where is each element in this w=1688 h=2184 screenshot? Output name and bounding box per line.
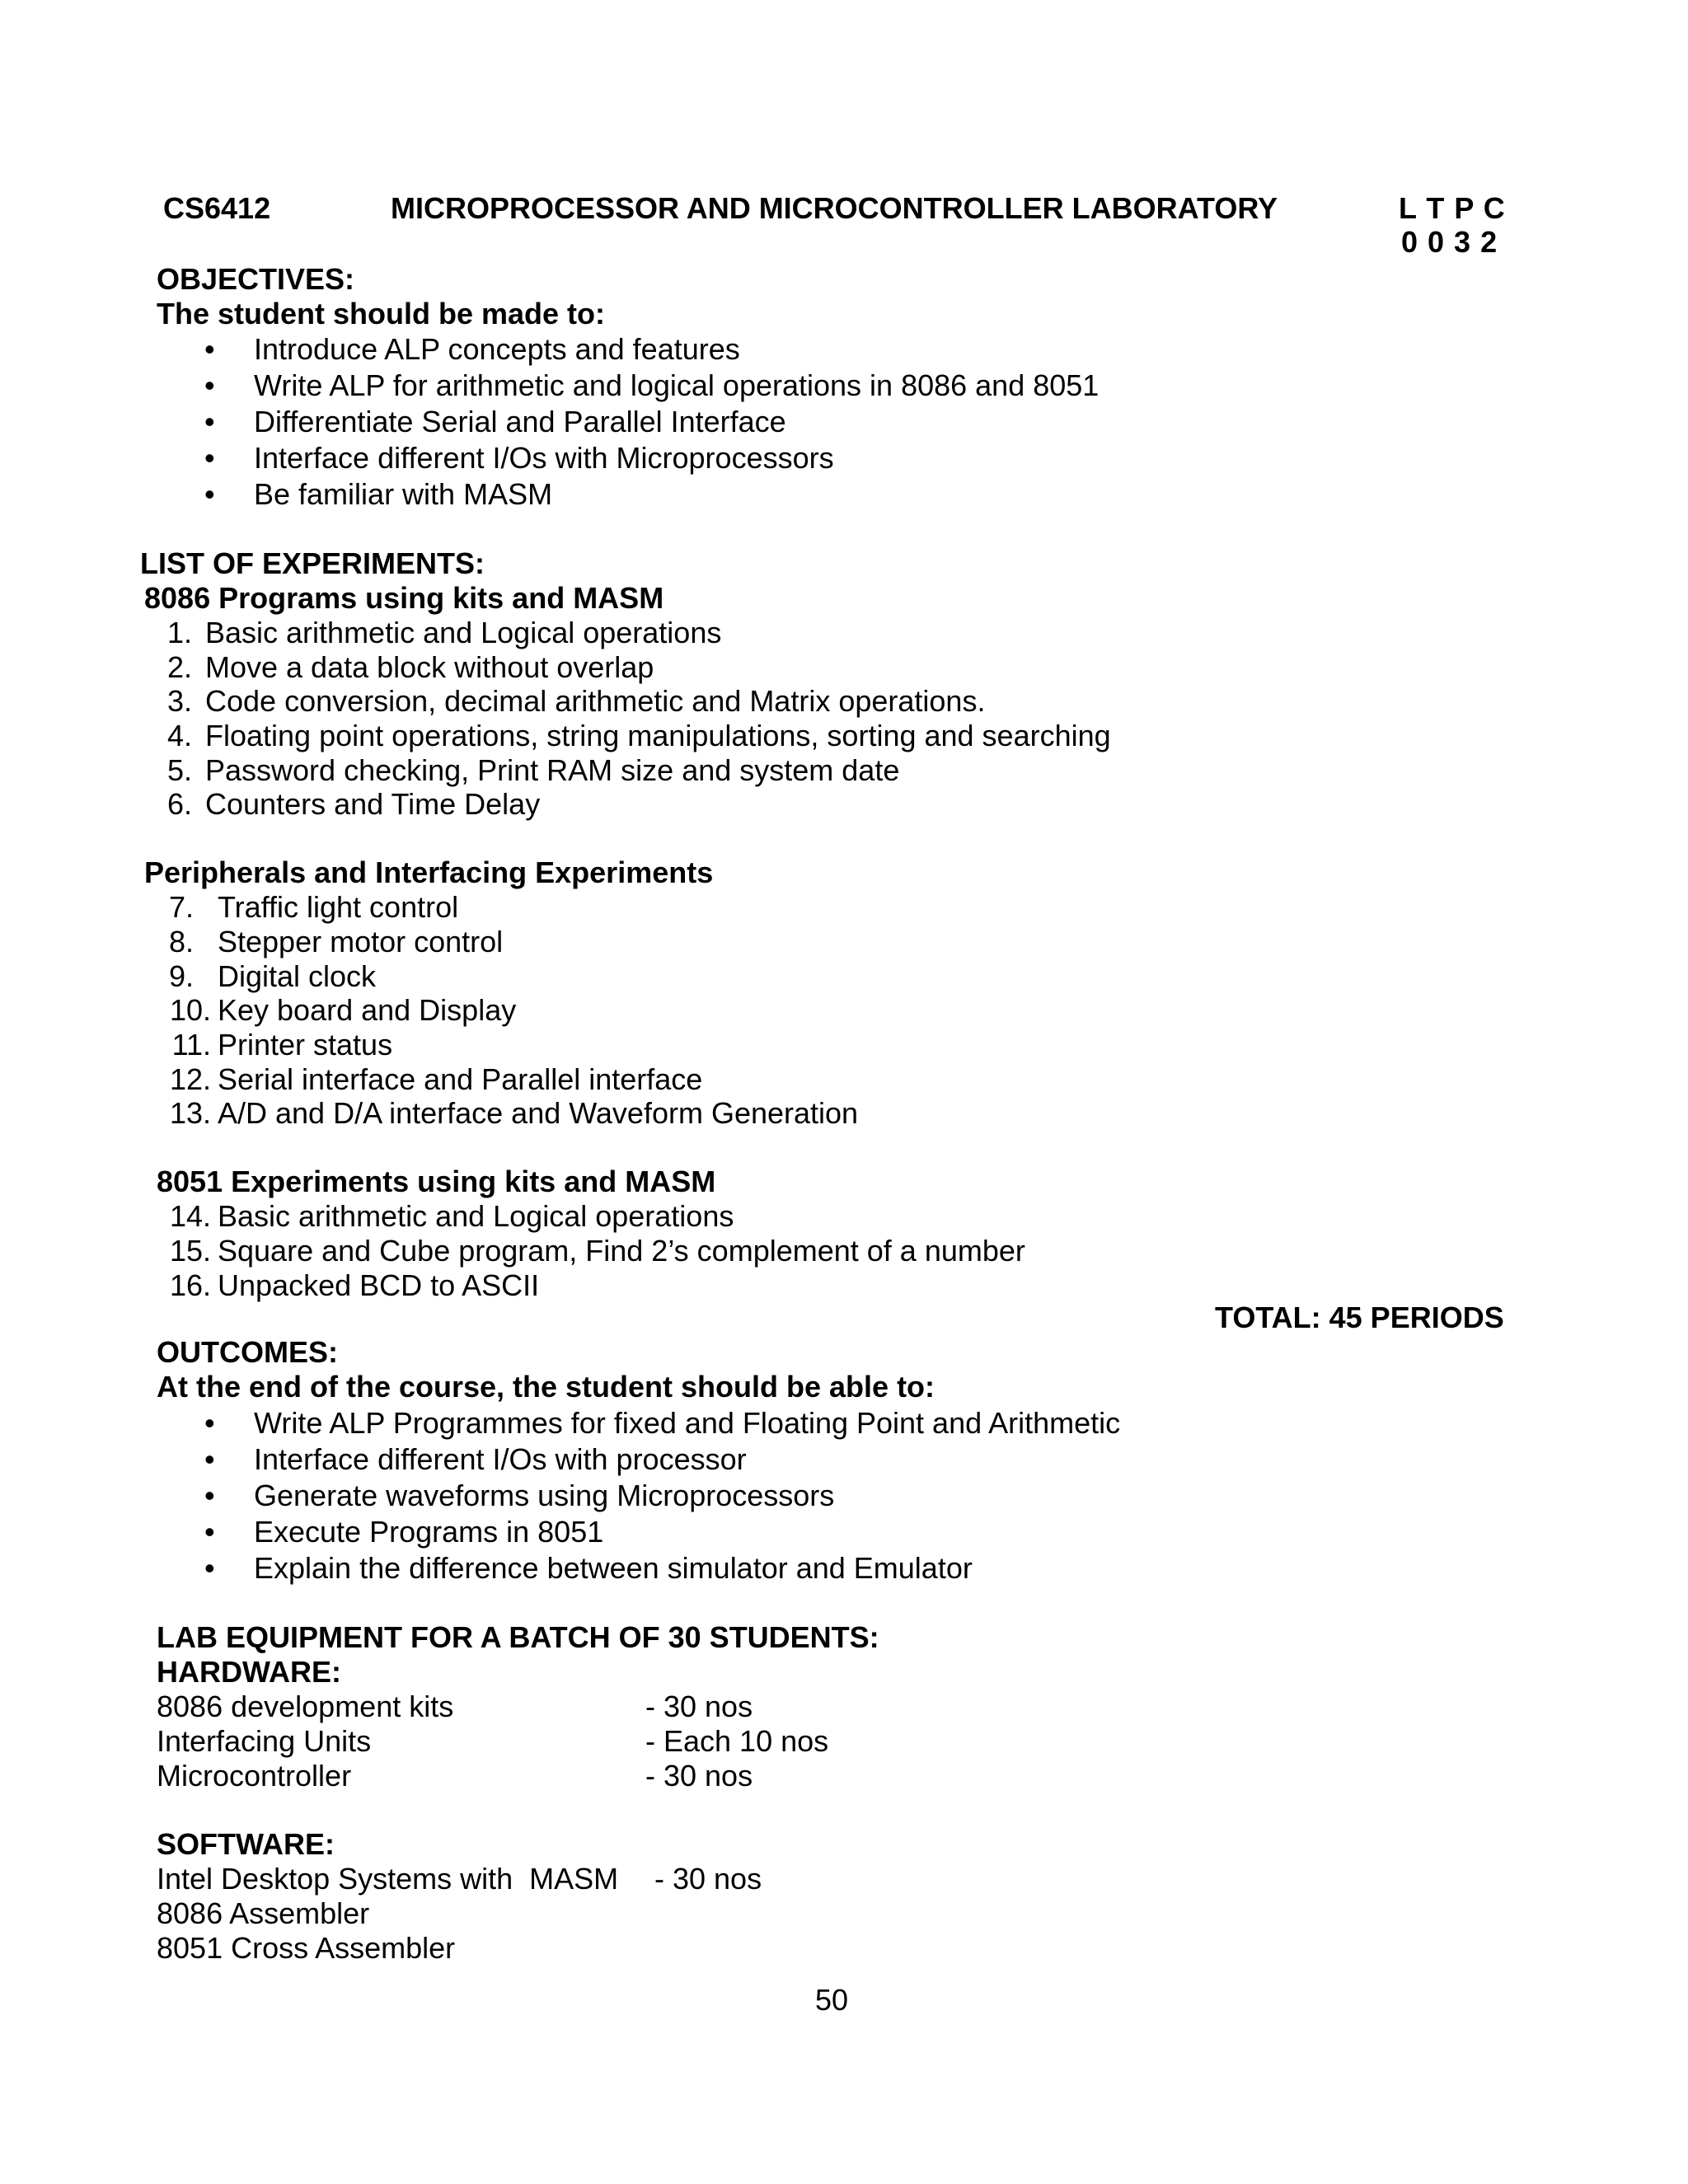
equipment-heading: LAB EQUIPMENT FOR A BATCH OF 30 STUDENTS: bbox=[157, 1620, 879, 1654]
experiment-item: Digital clock bbox=[218, 959, 377, 993]
hardware-qty: - 30 nos bbox=[645, 1690, 753, 1723]
item-number: 4. bbox=[166, 719, 192, 752]
item-number: 10. bbox=[169, 993, 211, 1027]
objective-item: Write ALP for arithmetic and logical operations in 8086 and 8051 bbox=[254, 368, 1100, 402]
item-number: 2. bbox=[166, 650, 192, 684]
outcomes-intro: At the end of the course, the student should be able to: bbox=[157, 1370, 935, 1404]
experiment-item: Traffic light control bbox=[218, 890, 459, 924]
item-number: 16. bbox=[169, 1268, 211, 1302]
experiment-item: Code conversion, decimal arithmetic and Matrix operations. bbox=[205, 684, 986, 718]
objective-item: Differentiate Serial and Parallel Interface bbox=[254, 405, 786, 438]
course-code: CS6412 bbox=[163, 191, 271, 225]
item-number: 11. bbox=[171, 1028, 211, 1062]
section-title-8051: 8051 Experiments using kits and MASM bbox=[157, 1165, 716, 1198]
item-number: 8. bbox=[168, 925, 194, 958]
objectives-heading: OBJECTIVES: bbox=[157, 262, 355, 296]
page-number: 50 bbox=[815, 1983, 849, 2017]
software-qty: - 30 nos bbox=[654, 1862, 762, 1896]
experiment-item: Printer status bbox=[218, 1028, 393, 1062]
bullet-icon: • bbox=[204, 1551, 215, 1585]
experiment-item: Key board and Display bbox=[218, 993, 517, 1027]
outcome-item: Write ALP Programmes for fixed and Floating Point and Arithmetic bbox=[254, 1406, 1121, 1440]
objective-item: Be familiar with MASM bbox=[254, 477, 553, 511]
bullet-icon: • bbox=[204, 1515, 215, 1549]
item-number: 5. bbox=[166, 753, 192, 787]
hardware-qty: - 30 nos bbox=[645, 1759, 753, 1793]
outcomes-heading: OUTCOMES: bbox=[157, 1335, 338, 1369]
ltpc-values: 0 0 3 2 bbox=[1401, 225, 1498, 259]
experiment-item: Move a data block without overlap bbox=[205, 650, 654, 684]
item-number: 9. bbox=[168, 959, 194, 993]
experiment-item: Square and Cube program, Find 2’s complement of a number bbox=[218, 1234, 1025, 1268]
item-number: 15. bbox=[169, 1234, 211, 1268]
objective-item: Introduce ALP concepts and features bbox=[254, 332, 740, 366]
experiment-item: Stepper motor control bbox=[218, 925, 504, 958]
experiment-item: Unpacked BCD to ASCII bbox=[218, 1268, 540, 1302]
item-number: 14. bbox=[169, 1199, 211, 1233]
hardware-item: 8086 development kits bbox=[157, 1690, 454, 1723]
software-item: 8086 Assembler bbox=[157, 1896, 370, 1930]
hardware-item: Interfacing Units bbox=[157, 1724, 372, 1758]
bullet-icon: • bbox=[204, 405, 215, 438]
software-item: Intel Desktop Systems with MASM bbox=[157, 1862, 619, 1896]
outcome-item: Explain the difference between simulator and Emulator bbox=[254, 1551, 973, 1585]
hardware-heading: HARDWARE: bbox=[157, 1655, 341, 1689]
item-number: 12. bbox=[169, 1062, 211, 1096]
experiments-heading: LIST OF EXPERIMENTS: bbox=[140, 546, 485, 580]
item-number: 6. bbox=[166, 787, 192, 821]
hardware-qty: - Each 10 nos bbox=[645, 1724, 829, 1758]
bullet-icon: • bbox=[204, 368, 215, 402]
software-heading: SOFTWARE: bbox=[157, 1827, 335, 1861]
ltpc-labels: L T P C bbox=[1399, 191, 1505, 225]
item-number: 1. bbox=[166, 616, 192, 649]
bullet-icon: • bbox=[204, 332, 215, 366]
experiment-item: Counters and Time Delay bbox=[205, 787, 541, 821]
bullet-icon: • bbox=[204, 477, 215, 511]
bullet-icon: • bbox=[204, 1479, 215, 1512]
experiment-item: Password checking, Print RAM size and system date bbox=[205, 753, 900, 787]
item-number: 13. bbox=[169, 1096, 211, 1130]
experiment-item: Basic arithmetic and Logical operations bbox=[218, 1199, 734, 1233]
outcome-item: Execute Programs in 8051 bbox=[254, 1515, 604, 1549]
experiment-item: A/D and D/A interface and Waveform Generation bbox=[218, 1096, 859, 1130]
total-periods: TOTAL: 45 PERIODS bbox=[1215, 1301, 1504, 1334]
course-title: MICROPROCESSOR AND MICROCONTROLLER LABORATORY bbox=[391, 191, 1278, 225]
software-item: 8051 Cross Assembler bbox=[157, 1931, 456, 1965]
bullet-icon: • bbox=[204, 441, 215, 475]
hardware-item: Microcontroller bbox=[157, 1759, 352, 1793]
objective-item: Interface different I/Os with Microprocessors bbox=[254, 441, 834, 475]
objectives-intro: The student should be made to: bbox=[157, 297, 606, 330]
experiment-item: Serial interface and Parallel interface bbox=[218, 1062, 703, 1096]
outcome-item: Interface different I/Os with processor bbox=[254, 1442, 747, 1476]
bullet-icon: • bbox=[204, 1442, 215, 1476]
item-number: 7. bbox=[168, 890, 194, 924]
experiment-item: Floating point operations, string manipulations, sorting and searching bbox=[205, 719, 1111, 752]
experiment-item: Basic arithmetic and Logical operations bbox=[205, 616, 722, 649]
bullet-icon: • bbox=[204, 1406, 215, 1440]
outcome-item: Generate waveforms using Microprocessors bbox=[254, 1479, 835, 1512]
item-number: 3. bbox=[166, 684, 192, 718]
section-title-8086: 8086 Programs using kits and MASM bbox=[144, 581, 664, 615]
section-title-peripherals: Peripherals and Interfacing Experiments bbox=[144, 855, 714, 889]
